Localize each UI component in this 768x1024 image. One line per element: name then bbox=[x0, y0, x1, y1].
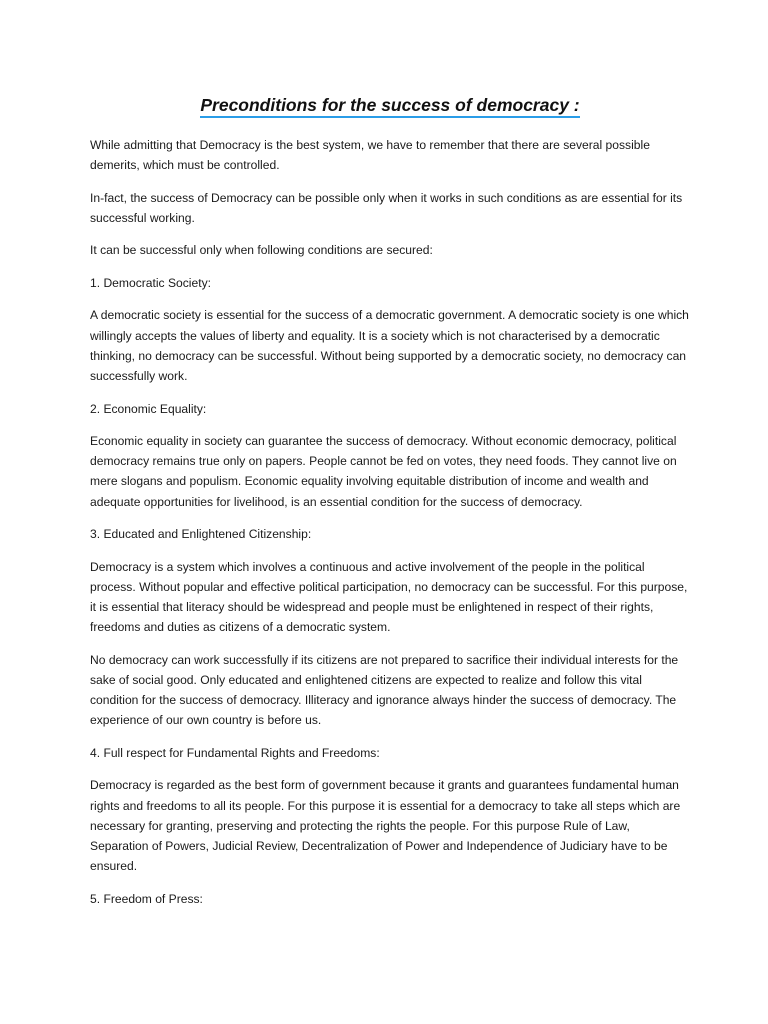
body-paragraph: Economic equality in society can guarantee the success of democracy. Without economic democracy, political democracy remains true only on papers. People cannot be fed on votes, they need foods. They cannot live on mere slogans and populism. Economic equality involving equitable distribution of income and wealth and adequate opportunities for livelihood, is an essential condition for the success of democracy. bbox=[90, 434, 677, 509]
page-title bbox=[90, 92, 690, 118]
section-heading-economic-equality: 2. Economic Equality: bbox=[90, 401, 207, 416]
body-paragraph: No democracy can work successfully if its citizens are not prepared to sacrifice their individual interests for the sake of social good. Only educated and enlightened citizens are expected to realize and follow this vital condition for the success of democracy. Illiteracy and ignorance always hinder the success of democracy. The experience of our own country is before us. bbox=[90, 652, 679, 728]
section-heading-democratic-society: 1. Democratic Society: bbox=[90, 275, 211, 290]
intro-paragraph: In-fact, the success of Democracy can be possible only when it works in such conditions as are essential for its successful working. bbox=[90, 190, 683, 225]
intro-paragraph: While admitting that Democracy is the best system, we have to remember that there are several possible demerits, which must be controlled. bbox=[90, 138, 650, 173]
body-paragraph: Democracy is regarded as the best form of government because it grants and guarantees fundamental human rights and freedoms to all its people. For this purpose it is essential for a democracy to take all steps which are necessary for granting, preserving and protecting the rights the people. For this purpose Rule of Law, Separation of Powers, Judicial Review, Decentralization of Power and Independence of Judiciary have to be ensured. bbox=[90, 778, 681, 874]
section-heading-freedom-of-press: 5. Freedom of Press: bbox=[90, 891, 203, 906]
section-heading-educated-citizenship: 3. Educated and Enlightened Citizenship: bbox=[90, 527, 312, 542]
document-page bbox=[90, 92, 690, 921]
intro-paragraph: It can be successful only when following conditions are secured: bbox=[90, 243, 433, 258]
section-heading-fundamental-rights: 4. Full respect for Fundamental Rights and Freedoms: bbox=[90, 745, 380, 760]
title-text: Preconditions for the success of democracy : bbox=[200, 94, 579, 118]
body-paragraph: A democratic society is essential for the success of a democratic government. A democratic society is one which willingly accepts the values of liberty and equality. It is a society which is not characterised by a democratic thinking, no democracy can be successful. Without being supported by a democratic society, no democracy can successfully work. bbox=[90, 308, 689, 384]
body-paragraph: Democracy is a system which involves a continuous and active involvement of the people in the political process. Without popular and effective political participation, no democracy can be successful. For this purpose, it is essential that literacy should be widespread and people must be enlightened in respect of their rights, freedoms and duties as citizens of a democratic system. bbox=[90, 559, 688, 635]
